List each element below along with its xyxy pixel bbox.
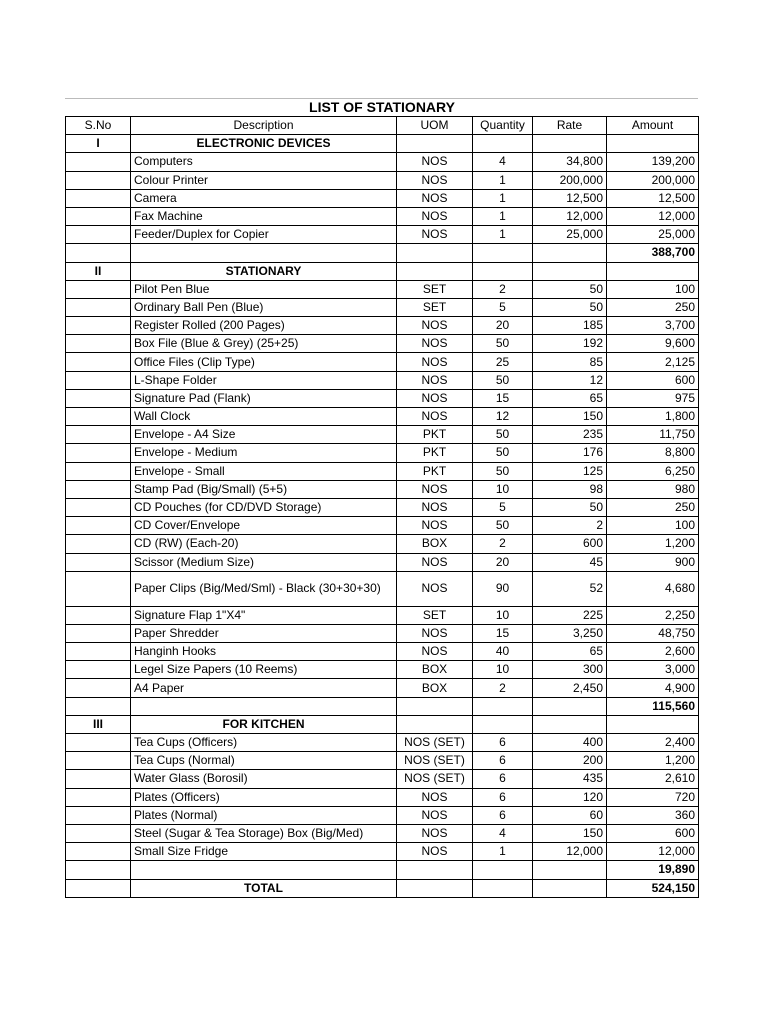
uom-cell: PKT bbox=[397, 444, 473, 462]
table-row bbox=[66, 408, 699, 426]
description-cell: Legel Size Papers (10 Reems) bbox=[131, 661, 397, 679]
table-row bbox=[66, 171, 699, 189]
description-cell: Signature Flap 1"X4" bbox=[131, 606, 397, 624]
table-row bbox=[66, 480, 699, 498]
section-number: II bbox=[66, 262, 131, 280]
amount-cell: 6,250 bbox=[607, 462, 699, 480]
quantity-cell: 20 bbox=[473, 317, 533, 335]
empty-cell bbox=[533, 244, 607, 262]
header-rate: Rate bbox=[533, 117, 607, 135]
empty-cell bbox=[397, 262, 473, 280]
empty-cell bbox=[473, 262, 533, 280]
quantity-cell: 90 bbox=[473, 571, 533, 606]
quantity-cell: 1 bbox=[473, 207, 533, 225]
sno-cell bbox=[66, 226, 131, 244]
rate-cell: 2 bbox=[533, 517, 607, 535]
amount-cell: 3,700 bbox=[607, 317, 699, 335]
table-row bbox=[66, 788, 699, 806]
description-cell: Office Files (Clip Type) bbox=[131, 353, 397, 371]
quantity-cell: 5 bbox=[473, 298, 533, 316]
uom-cell: NOS bbox=[397, 571, 473, 606]
amount-cell: 2,125 bbox=[607, 353, 699, 371]
quantity-cell: 6 bbox=[473, 770, 533, 788]
quantity-cell: 4 bbox=[473, 153, 533, 171]
amount-cell: 2,610 bbox=[607, 770, 699, 788]
uom-cell: SET bbox=[397, 298, 473, 316]
uom-cell: NOS bbox=[397, 153, 473, 171]
table-row bbox=[66, 824, 699, 842]
amount-cell: 11,750 bbox=[607, 426, 699, 444]
uom-cell: NOS bbox=[397, 788, 473, 806]
empty-cell bbox=[533, 262, 607, 280]
table-row bbox=[66, 624, 699, 642]
sno-cell bbox=[66, 207, 131, 225]
description-cell: Camera bbox=[131, 189, 397, 207]
amount-cell: 600 bbox=[607, 824, 699, 842]
uom-cell: SET bbox=[397, 606, 473, 624]
sno-cell bbox=[66, 498, 131, 516]
empty-cell bbox=[131, 861, 397, 879]
rate-cell: 192 bbox=[533, 335, 607, 353]
empty-cell bbox=[473, 697, 533, 715]
sno-cell bbox=[66, 643, 131, 661]
quantity-cell: 2 bbox=[473, 535, 533, 553]
description-cell: Paper Shredder bbox=[131, 624, 397, 642]
section-number: III bbox=[66, 715, 131, 733]
uom-cell: NOS bbox=[397, 335, 473, 353]
quantity-cell: 2 bbox=[473, 280, 533, 298]
amount-cell: 1,200 bbox=[607, 752, 699, 770]
quantity-cell: 6 bbox=[473, 806, 533, 824]
empty-cell bbox=[607, 715, 699, 733]
description-cell: CD (RW) (Each-20) bbox=[131, 535, 397, 553]
empty-cell bbox=[473, 715, 533, 733]
empty-cell bbox=[473, 244, 533, 262]
page-title: LIST OF STATIONARY bbox=[66, 98, 699, 117]
table-row bbox=[66, 661, 699, 679]
uom-cell: NOS bbox=[397, 480, 473, 498]
description-cell: Water Glass (Borosil) bbox=[131, 770, 397, 788]
empty-cell bbox=[533, 715, 607, 733]
description-cell: Envelope - Small bbox=[131, 462, 397, 480]
amount-cell: 4,680 bbox=[607, 571, 699, 606]
quantity-cell: 10 bbox=[473, 661, 533, 679]
rate-cell: 300 bbox=[533, 661, 607, 679]
uom-cell: NOS bbox=[397, 408, 473, 426]
table-row bbox=[66, 444, 699, 462]
header-sno: S.No bbox=[66, 117, 131, 135]
amount-cell: 4,900 bbox=[607, 679, 699, 697]
section-number: I bbox=[66, 135, 131, 153]
subtotal-row bbox=[66, 861, 699, 879]
rate-cell: 235 bbox=[533, 426, 607, 444]
uom-cell: NOS bbox=[397, 171, 473, 189]
empty-cell bbox=[131, 697, 397, 715]
total-label: TOTAL bbox=[131, 879, 397, 897]
amount-cell: 9,600 bbox=[607, 335, 699, 353]
uom-cell: NOS bbox=[397, 207, 473, 225]
uom-cell: NOS bbox=[397, 389, 473, 407]
rate-cell: 52 bbox=[533, 571, 607, 606]
amount-cell: 12,000 bbox=[607, 207, 699, 225]
sno-cell bbox=[66, 843, 131, 861]
quantity-cell: 6 bbox=[473, 734, 533, 752]
quantity-cell: 5 bbox=[473, 498, 533, 516]
uom-cell: NOS bbox=[397, 353, 473, 371]
sno-cell bbox=[66, 624, 131, 642]
sno-cell bbox=[66, 734, 131, 752]
quantity-cell: 1 bbox=[473, 226, 533, 244]
amount-cell: 139,200 bbox=[607, 153, 699, 171]
description-cell: Tea Cups (Normal) bbox=[131, 752, 397, 770]
uom-cell: NOS bbox=[397, 317, 473, 335]
quantity-cell: 15 bbox=[473, 389, 533, 407]
amount-cell: 1,800 bbox=[607, 408, 699, 426]
table-row bbox=[66, 426, 699, 444]
amount-cell: 12,000 bbox=[607, 843, 699, 861]
uom-cell: NOS bbox=[397, 806, 473, 824]
amount-cell: 250 bbox=[607, 498, 699, 516]
rate-cell: 65 bbox=[533, 389, 607, 407]
amount-cell: 600 bbox=[607, 371, 699, 389]
description-cell: Wall Clock bbox=[131, 408, 397, 426]
quantity-cell: 6 bbox=[473, 788, 533, 806]
sno-cell bbox=[66, 824, 131, 842]
quantity-cell: 25 bbox=[473, 353, 533, 371]
quantity-cell: 10 bbox=[473, 480, 533, 498]
section-header-row bbox=[66, 135, 699, 153]
section-header-row bbox=[66, 262, 699, 280]
description-cell: L-Shape Folder bbox=[131, 371, 397, 389]
uom-cell: NOS bbox=[397, 517, 473, 535]
title-row bbox=[66, 98, 699, 117]
table-row bbox=[66, 335, 699, 353]
description-cell: Pilot Pen Blue bbox=[131, 280, 397, 298]
sno-cell bbox=[66, 371, 131, 389]
description-cell: Ordinary Ball Pen (Blue) bbox=[131, 298, 397, 316]
amount-cell: 975 bbox=[607, 389, 699, 407]
sno-cell bbox=[66, 752, 131, 770]
description-cell: CD Pouches (for CD/DVD Storage) bbox=[131, 498, 397, 516]
description-cell: Hanginh Hooks bbox=[131, 643, 397, 661]
table-row bbox=[66, 153, 699, 171]
sno-cell bbox=[66, 426, 131, 444]
amount-cell: 8,800 bbox=[607, 444, 699, 462]
empty-cell bbox=[533, 879, 607, 897]
rate-cell: 150 bbox=[533, 408, 607, 426]
sno-cell bbox=[66, 171, 131, 189]
description-cell: Signature Pad (Flank) bbox=[131, 389, 397, 407]
table-row bbox=[66, 843, 699, 861]
table-row bbox=[66, 734, 699, 752]
description-cell: Scissor (Medium Size) bbox=[131, 553, 397, 571]
amount-cell: 200,000 bbox=[607, 171, 699, 189]
quantity-cell: 6 bbox=[473, 752, 533, 770]
quantity-cell: 50 bbox=[473, 462, 533, 480]
description-cell: Box File (Blue & Grey) (25+25) bbox=[131, 335, 397, 353]
rate-cell: 65 bbox=[533, 643, 607, 661]
empty-cell bbox=[473, 135, 533, 153]
quantity-cell: 10 bbox=[473, 606, 533, 624]
empty-cell bbox=[66, 244, 131, 262]
quantity-cell: 1 bbox=[473, 843, 533, 861]
subtotal-row bbox=[66, 697, 699, 715]
uom-cell: BOX bbox=[397, 535, 473, 553]
description-cell: Small Size Fridge bbox=[131, 843, 397, 861]
table-row bbox=[66, 553, 699, 571]
rate-cell: 435 bbox=[533, 770, 607, 788]
uom-cell: NOS bbox=[397, 371, 473, 389]
table-row bbox=[66, 679, 699, 697]
rate-cell: 200 bbox=[533, 752, 607, 770]
sno-cell bbox=[66, 788, 131, 806]
empty-cell bbox=[533, 861, 607, 879]
sno-cell bbox=[66, 661, 131, 679]
rate-cell: 12,000 bbox=[533, 207, 607, 225]
sno-cell bbox=[66, 806, 131, 824]
empty-cell bbox=[397, 697, 473, 715]
table-row bbox=[66, 389, 699, 407]
sno-cell bbox=[66, 770, 131, 788]
amount-cell: 3,000 bbox=[607, 661, 699, 679]
rate-cell: 185 bbox=[533, 317, 607, 335]
subtotal-value: 115,560 bbox=[607, 697, 699, 715]
sno-cell bbox=[66, 280, 131, 298]
description-cell: Computers bbox=[131, 153, 397, 171]
amount-cell: 2,600 bbox=[607, 643, 699, 661]
sno-cell bbox=[66, 535, 131, 553]
sno-cell bbox=[66, 389, 131, 407]
table-row bbox=[66, 770, 699, 788]
rate-cell: 225 bbox=[533, 606, 607, 624]
table-row bbox=[66, 806, 699, 824]
sno-cell bbox=[66, 298, 131, 316]
uom-cell: SET bbox=[397, 280, 473, 298]
quantity-cell: 2 bbox=[473, 679, 533, 697]
sno-cell bbox=[66, 189, 131, 207]
empty-cell bbox=[66, 879, 131, 897]
sno-cell bbox=[66, 444, 131, 462]
quantity-cell: 50 bbox=[473, 335, 533, 353]
header-quantity: Quantity bbox=[473, 117, 533, 135]
subtotal-value: 388,700 bbox=[607, 244, 699, 262]
total-row bbox=[66, 879, 699, 897]
uom-cell: NOS bbox=[397, 189, 473, 207]
section-name: STATIONARY bbox=[131, 262, 397, 280]
empty-cell bbox=[397, 879, 473, 897]
stationary-table bbox=[65, 98, 699, 898]
empty-cell bbox=[607, 262, 699, 280]
table-row bbox=[66, 371, 699, 389]
uom-cell: NOS bbox=[397, 553, 473, 571]
uom-cell: NOS (SET) bbox=[397, 752, 473, 770]
rate-cell: 12 bbox=[533, 371, 607, 389]
empty-cell bbox=[397, 244, 473, 262]
empty-cell bbox=[397, 715, 473, 733]
subtotal-value: 19,890 bbox=[607, 861, 699, 879]
uom-cell: NOS bbox=[397, 226, 473, 244]
sno-cell bbox=[66, 335, 131, 353]
description-cell: Register Rolled (200 Pages) bbox=[131, 317, 397, 335]
rate-cell: 50 bbox=[533, 280, 607, 298]
sno-cell bbox=[66, 462, 131, 480]
section-header-row bbox=[66, 715, 699, 733]
uom-cell: NOS (SET) bbox=[397, 734, 473, 752]
amount-cell: 2,400 bbox=[607, 734, 699, 752]
description-cell: Steel (Sugar & Tea Storage) Box (Big/Med) bbox=[131, 824, 397, 842]
rate-cell: 12,500 bbox=[533, 189, 607, 207]
empty-cell bbox=[533, 135, 607, 153]
uom-cell: NOS (SET) bbox=[397, 770, 473, 788]
quantity-cell: 15 bbox=[473, 624, 533, 642]
empty-cell bbox=[607, 135, 699, 153]
rate-cell: 400 bbox=[533, 734, 607, 752]
table-row bbox=[66, 207, 699, 225]
empty-cell bbox=[533, 697, 607, 715]
description-cell: Envelope - A4 Size bbox=[131, 426, 397, 444]
empty-cell bbox=[473, 861, 533, 879]
description-cell: Feeder/Duplex for Copier bbox=[131, 226, 397, 244]
table-row bbox=[66, 498, 699, 516]
description-cell: Envelope - Medium bbox=[131, 444, 397, 462]
table-row bbox=[66, 571, 699, 606]
amount-cell: 25,000 bbox=[607, 226, 699, 244]
empty-cell bbox=[66, 861, 131, 879]
sno-cell bbox=[66, 517, 131, 535]
amount-cell: 100 bbox=[607, 280, 699, 298]
rate-cell: 50 bbox=[533, 298, 607, 316]
table-row bbox=[66, 752, 699, 770]
rate-cell: 2,450 bbox=[533, 679, 607, 697]
quantity-cell: 20 bbox=[473, 553, 533, 571]
empty-cell bbox=[131, 244, 397, 262]
uom-cell: NOS bbox=[397, 643, 473, 661]
quantity-cell: 1 bbox=[473, 189, 533, 207]
rate-cell: 45 bbox=[533, 553, 607, 571]
uom-cell: NOS bbox=[397, 498, 473, 516]
amount-cell: 980 bbox=[607, 480, 699, 498]
rate-cell: 12,000 bbox=[533, 843, 607, 861]
header-description: Description bbox=[131, 117, 397, 135]
empty-cell bbox=[397, 135, 473, 153]
empty-cell bbox=[473, 879, 533, 897]
table-row bbox=[66, 517, 699, 535]
quantity-cell: 40 bbox=[473, 643, 533, 661]
amount-cell: 720 bbox=[607, 788, 699, 806]
description-cell: A4 Paper bbox=[131, 679, 397, 697]
rate-cell: 125 bbox=[533, 462, 607, 480]
sno-cell bbox=[66, 571, 131, 606]
subtotal-row bbox=[66, 244, 699, 262]
sno-cell bbox=[66, 408, 131, 426]
sno-cell bbox=[66, 606, 131, 624]
amount-cell: 12,500 bbox=[607, 189, 699, 207]
description-cell: Plates (Normal) bbox=[131, 806, 397, 824]
stationary-sheet bbox=[65, 98, 698, 898]
sno-cell bbox=[66, 480, 131, 498]
sno-cell bbox=[66, 317, 131, 335]
rate-cell: 3,250 bbox=[533, 624, 607, 642]
table-row bbox=[66, 226, 699, 244]
section-name: ELECTRONIC DEVICES bbox=[131, 135, 397, 153]
sno-cell bbox=[66, 553, 131, 571]
uom-cell: BOX bbox=[397, 679, 473, 697]
rate-cell: 150 bbox=[533, 824, 607, 842]
quantity-cell: 50 bbox=[473, 426, 533, 444]
sno-cell bbox=[66, 679, 131, 697]
description-cell: Fax Machine bbox=[131, 207, 397, 225]
description-cell: Plates (Officers) bbox=[131, 788, 397, 806]
description-cell: CD Cover/Envelope bbox=[131, 517, 397, 535]
rate-cell: 200,000 bbox=[533, 171, 607, 189]
rate-cell: 60 bbox=[533, 806, 607, 824]
table-row bbox=[66, 643, 699, 661]
rate-cell: 34,800 bbox=[533, 153, 607, 171]
rate-cell: 98 bbox=[533, 480, 607, 498]
empty-cell bbox=[397, 861, 473, 879]
section-name: FOR KITCHEN bbox=[131, 715, 397, 733]
description-cell: Stamp Pad (Big/Small) (5+5) bbox=[131, 480, 397, 498]
rate-cell: 85 bbox=[533, 353, 607, 371]
rate-cell: 50 bbox=[533, 498, 607, 516]
rate-cell: 25,000 bbox=[533, 226, 607, 244]
amount-cell: 900 bbox=[607, 553, 699, 571]
uom-cell: NOS bbox=[397, 624, 473, 642]
table-row bbox=[66, 189, 699, 207]
quantity-cell: 50 bbox=[473, 371, 533, 389]
amount-cell: 360 bbox=[607, 806, 699, 824]
sno-cell bbox=[66, 353, 131, 371]
description-cell: Paper Clips (Big/Med/Sml) - Black (30+30+30) bbox=[131, 571, 397, 606]
table-row bbox=[66, 317, 699, 335]
header-uom: UOM bbox=[397, 117, 473, 135]
table-row bbox=[66, 606, 699, 624]
amount-cell: 250 bbox=[607, 298, 699, 316]
quantity-cell: 12 bbox=[473, 408, 533, 426]
table-row bbox=[66, 280, 699, 298]
rate-cell: 120 bbox=[533, 788, 607, 806]
amount-cell: 1,200 bbox=[607, 535, 699, 553]
uom-cell: PKT bbox=[397, 426, 473, 444]
quantity-cell: 50 bbox=[473, 517, 533, 535]
description-cell: Tea Cups (Officers) bbox=[131, 734, 397, 752]
uom-cell: NOS bbox=[397, 843, 473, 861]
total-value: 524,150 bbox=[607, 879, 699, 897]
quantity-cell: 50 bbox=[473, 444, 533, 462]
amount-cell: 100 bbox=[607, 517, 699, 535]
header-row bbox=[66, 117, 699, 135]
table-row bbox=[66, 298, 699, 316]
amount-cell: 48,750 bbox=[607, 624, 699, 642]
amount-cell: 2,250 bbox=[607, 606, 699, 624]
uom-cell: BOX bbox=[397, 661, 473, 679]
sno-cell bbox=[66, 153, 131, 171]
rate-cell: 600 bbox=[533, 535, 607, 553]
empty-cell bbox=[66, 697, 131, 715]
table-row bbox=[66, 535, 699, 553]
header-amount: Amount bbox=[607, 117, 699, 135]
uom-cell: NOS bbox=[397, 824, 473, 842]
table-row bbox=[66, 462, 699, 480]
rate-cell: 176 bbox=[533, 444, 607, 462]
quantity-cell: 4 bbox=[473, 824, 533, 842]
description-cell: Colour Printer bbox=[131, 171, 397, 189]
uom-cell: PKT bbox=[397, 462, 473, 480]
table-row bbox=[66, 353, 699, 371]
quantity-cell: 1 bbox=[473, 171, 533, 189]
